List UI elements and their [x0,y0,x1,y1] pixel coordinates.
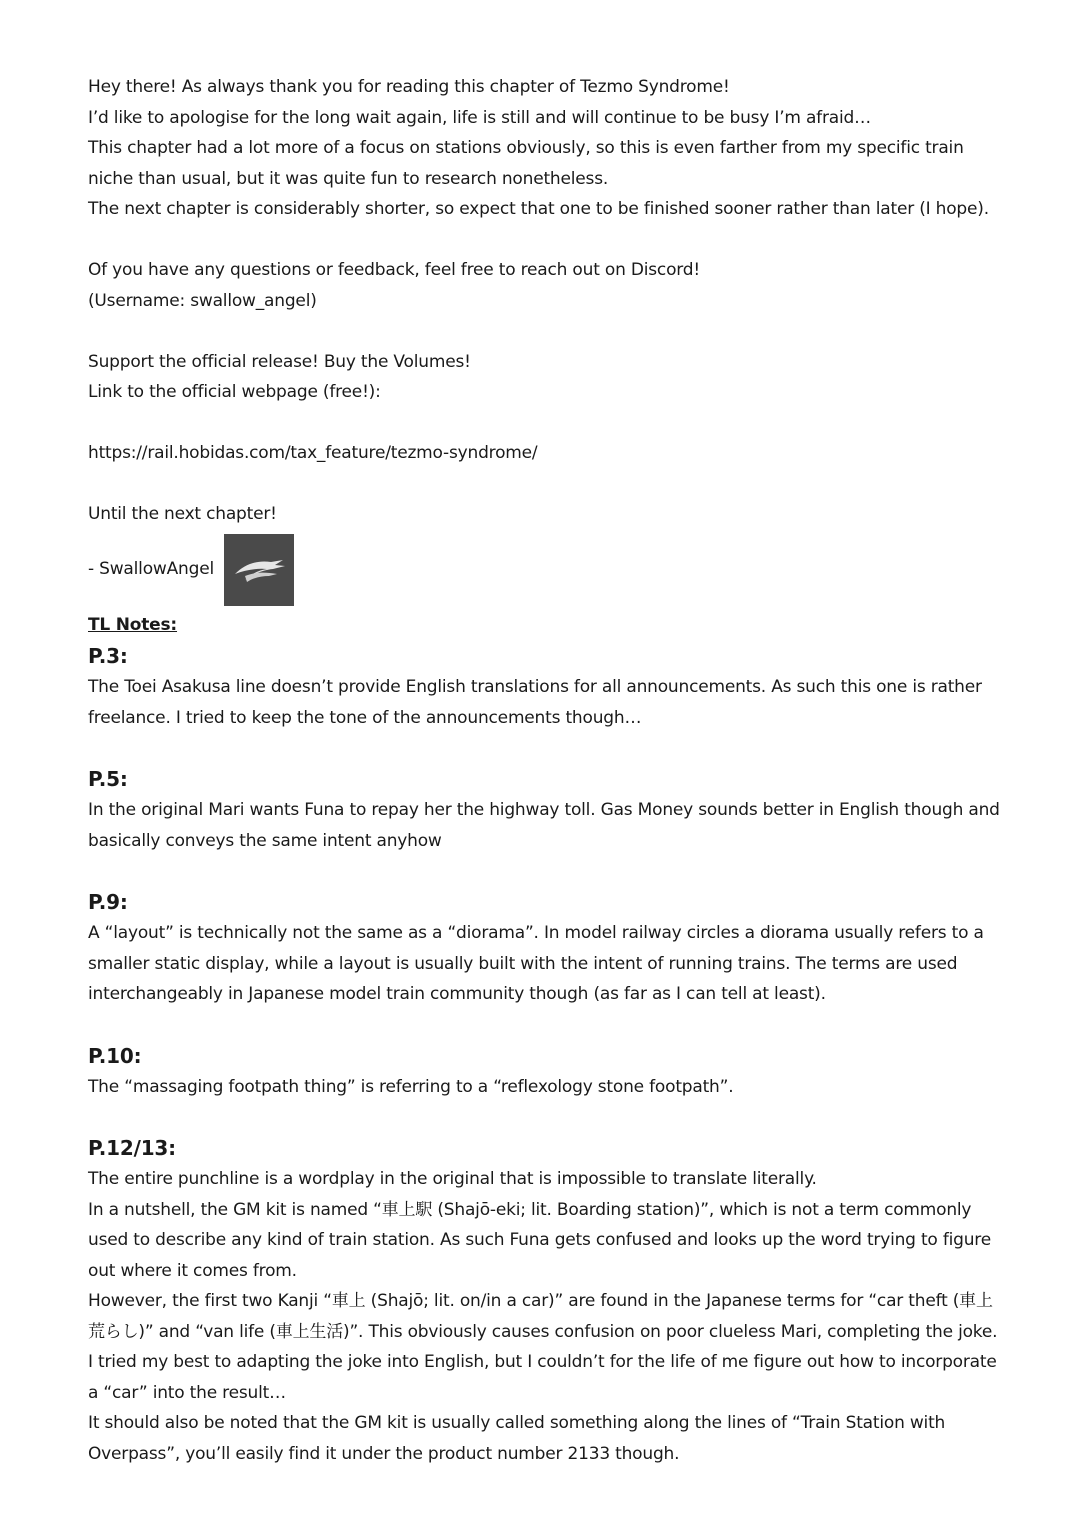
swallow-logo [224,534,294,606]
tl-note-p12-13 [88,1132,1000,1469]
signature: - SwallowAngel [88,559,214,580]
tl-note-p3 [88,640,1000,733]
note-text: It should also be noted that the GM kit is usually called something along the lines of “Train Station with Overpass”, you’ll easily find it under the product number 2133 though. [88,1413,946,1464]
signature-row [88,534,1000,606]
tl-note-p10 [88,1040,1000,1103]
tl-note-p5 [88,763,1000,856]
swallow-bird-icon [231,550,287,590]
support-line: Support the official release! Buy the Volumes! [88,351,471,372]
note-page-label: P.3: [88,644,128,668]
intro-line: The next chapter is considerably shorter, so expect that one to be finished sooner rather than later (I hope). [88,199,989,219]
intro-line: This chapter had a lot more of a focus on stations obviously, so this is even farther from my specific train niche than usual, but it was quite fun to research nonetheless. [88,138,964,189]
note-text: The entire punchline is a wordplay in the original that is impossible to translate literally. [88,1169,817,1189]
spacer [88,469,1000,500]
note-page-label: P.5: [88,767,128,791]
note-text: In the original Mari wants Funa to repay her the highway toll. Gas Money sounds better in English though and basically conveys the same intent anyhow [88,800,1000,851]
tl-note-p9 [88,886,1000,1010]
support-line: Link to the official webpage (free!): [88,382,381,402]
intro-line: Hey there! As always thank you for reading this chapter of Tezmo Syndrome! [88,77,730,97]
note-text: In a nutshell, the GM kit is named “車上駅 (Shajō-eki; lit. Boarding station)”, which is not a term commonly used to describe any kind of train station. As such Funa gets confused and looks up the word trying to figure out where it comes from. [88,1199,991,1281]
note-text: I tried my best to adapting the joke into English, but I couldn’t for the life of me figure out how to incorporate a “car” into the result… [88,1352,997,1403]
closing-line: Until the next chapter! [88,504,277,524]
spacer [88,408,1000,439]
note-text: A “layout” is technically not the same as a “diorama”. In model railway circles a diorama usually refers to a smaller static display, while a layout is usually built with the intent of running trains. The terms are used interchangeably in Japanese model train community though (as far as I can tell at least). [88,923,984,1004]
discord-username: (Username: swallow_angel) [88,290,317,311]
document-page [88,72,1000,1469]
contact-paragraph [88,255,1000,316]
note-page-label: P.12/13: [88,1136,176,1160]
note-text: The Toei Asakusa line doesn’t provide English translations for all announcements. As such this one is rather freelance. I tried to keep the tone of the announcements though… [88,677,982,728]
note-text: However, the first two Kanji “車上 (Shajō; lit. on/in a car)” are found in the Japanese terms for “car theft (車上荒らし)” and “van life (車上生活)”. This obviously causes confusion on poor clueless Mari, completing the joke. [88,1291,998,1342]
tl-notes-heading: TL Notes: [88,614,178,635]
note-page-label: P.10: [88,1043,142,1068]
note-text: The “massaging footpath thing” is referring to a “reflexology stone footpath”. [88,1076,734,1097]
official-webpage-link[interactable]: https://rail.hobidas.com/tax_feature/tezmo-syndrome/ [88,443,538,463]
spacer [88,225,1000,256]
intro-paragraph [88,72,1000,225]
contact-line: Of you have any questions or feedback, feel free to reach out on Discord! [88,260,700,280]
spacer [88,316,1000,347]
note-page-label: P.9: [88,890,128,914]
intro-line: I’d like to apologise for the long wait again, life is still and will continue to be busy I’m afraid… [88,107,871,128]
support-paragraph [88,347,1000,408]
